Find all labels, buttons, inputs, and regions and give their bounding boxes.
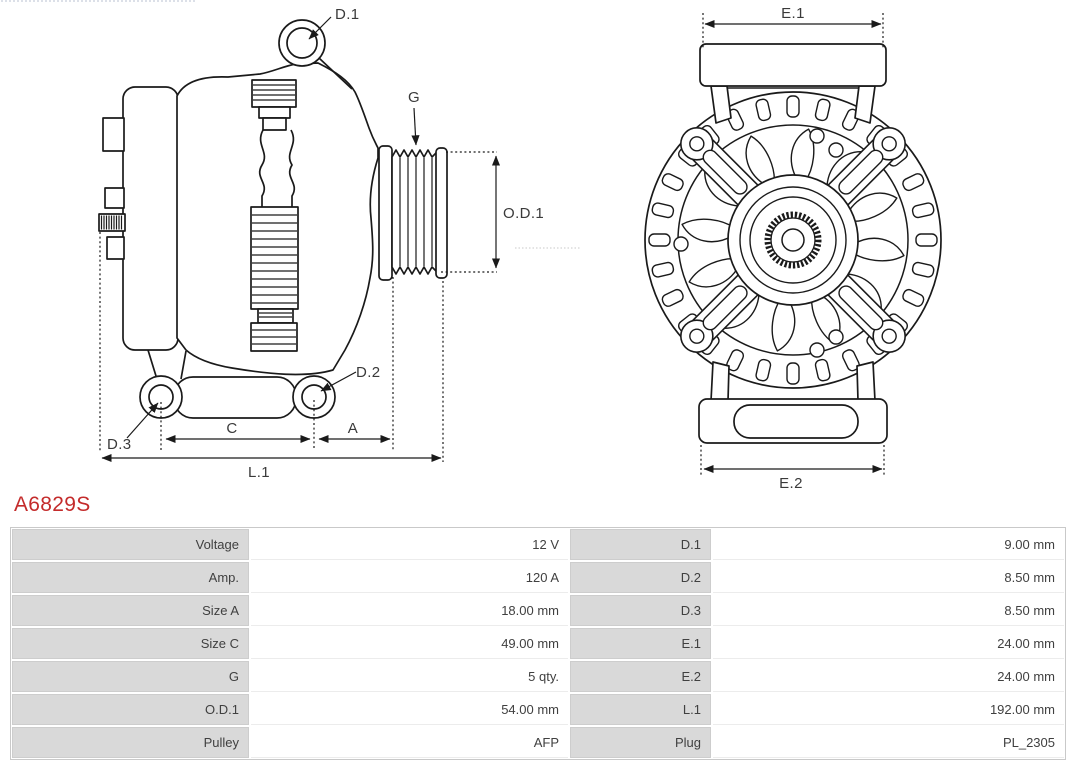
connector-block — [103, 118, 124, 151]
spec-label-cell: E.1 — [570, 628, 711, 659]
spec-value-cell: 18.00 mm — [251, 595, 568, 626]
spec-value-cell: 8.50 mm — [713, 562, 1064, 593]
spec-label-cell: Voltage — [12, 529, 249, 560]
spec-value-cell: 8.50 mm — [713, 595, 1064, 626]
spec-value-cell: AFP — [251, 727, 568, 758]
pulley-flange-right — [436, 148, 447, 278]
extension-lines — [441, 152, 497, 272]
face-hole — [829, 330, 843, 344]
ear-hole — [287, 28, 317, 58]
fin-stack-small — [258, 309, 293, 323]
spec-value-cell: 12 V — [251, 529, 568, 560]
dim-label-e2: E.2 — [779, 475, 803, 492]
dim-label-c: C — [226, 420, 238, 437]
bracket-slot — [734, 405, 858, 438]
spec-label-cell: Size A — [12, 595, 249, 626]
specifications-table — [10, 527, 1066, 760]
fin-stack-lower — [251, 207, 298, 309]
side-view — [99, 20, 447, 418]
spec-label-cell: G — [12, 661, 249, 692]
spec-label-cell: D.1 — [570, 529, 711, 560]
spec-value-cell: 5 qty. — [251, 661, 568, 692]
spec-label-cell: O.D.1 — [12, 694, 249, 725]
bracket-leg — [711, 362, 729, 401]
spec-label-cell: D.2 — [570, 562, 711, 593]
g-leader-arrow — [414, 108, 416, 145]
spec-value-cell: 24.00 mm — [713, 628, 1064, 659]
face-hole — [674, 237, 688, 251]
face-hole — [810, 129, 824, 143]
spec-value-cell: 54.00 mm — [251, 694, 568, 725]
pulley-ribs-outline — [392, 150, 437, 274]
shaft-step — [259, 107, 290, 118]
lug-strut — [148, 350, 186, 379]
spec-label-cell: Size C — [12, 628, 249, 659]
spec-label-cell: Pulley — [12, 727, 249, 758]
dim-label-g: G — [408, 89, 421, 106]
part-number: A6829S — [14, 493, 91, 516]
shaft-center-hole — [782, 229, 804, 251]
lug-web — [174, 377, 296, 418]
spec-label-cell: Plug — [570, 727, 711, 758]
dim-label-a: A — [347, 420, 359, 437]
connector-block — [105, 188, 124, 208]
dim-label-d1: D.1 — [335, 6, 360, 23]
lug-hole-left — [149, 385, 173, 409]
spec-label-cell: Amp. — [12, 562, 249, 593]
top-bracket-bar — [700, 44, 886, 86]
shaft-step — [263, 118, 286, 130]
connector-block — [107, 237, 124, 259]
spec-value-cell: PL_2305 — [713, 727, 1064, 758]
spec-value-cell: 120 A — [251, 562, 568, 593]
pulley-flange-left — [379, 146, 392, 280]
front-view — [645, 44, 941, 443]
face-hole — [829, 143, 843, 157]
fin-stack-upper — [252, 80, 296, 107]
spec-value-cell: 192.00 mm — [713, 694, 1064, 725]
spec-label-cell: E.2 — [570, 661, 711, 692]
face-hole — [810, 343, 824, 357]
dim-label-d3: D.3 — [107, 436, 132, 453]
dim-label-d2: D.2 — [356, 364, 381, 381]
dim-label-e1: E.1 — [781, 5, 805, 22]
spec-value-cell: 9.00 mm — [713, 529, 1064, 560]
dim-label-l1: L.1 — [247, 464, 271, 481]
spec-value-cell: 24.00 mm — [713, 661, 1064, 692]
terminal-hatching — [102, 216, 122, 230]
rear-housing — [123, 87, 178, 350]
dim-label-od1: O.D.1 — [503, 205, 545, 222]
bracket-leg — [857, 362, 875, 401]
spec-label-cell: D.3 — [570, 595, 711, 626]
spec-label-cell: L.1 — [570, 694, 711, 725]
spec-value-cell: 49.00 mm — [251, 628, 568, 659]
